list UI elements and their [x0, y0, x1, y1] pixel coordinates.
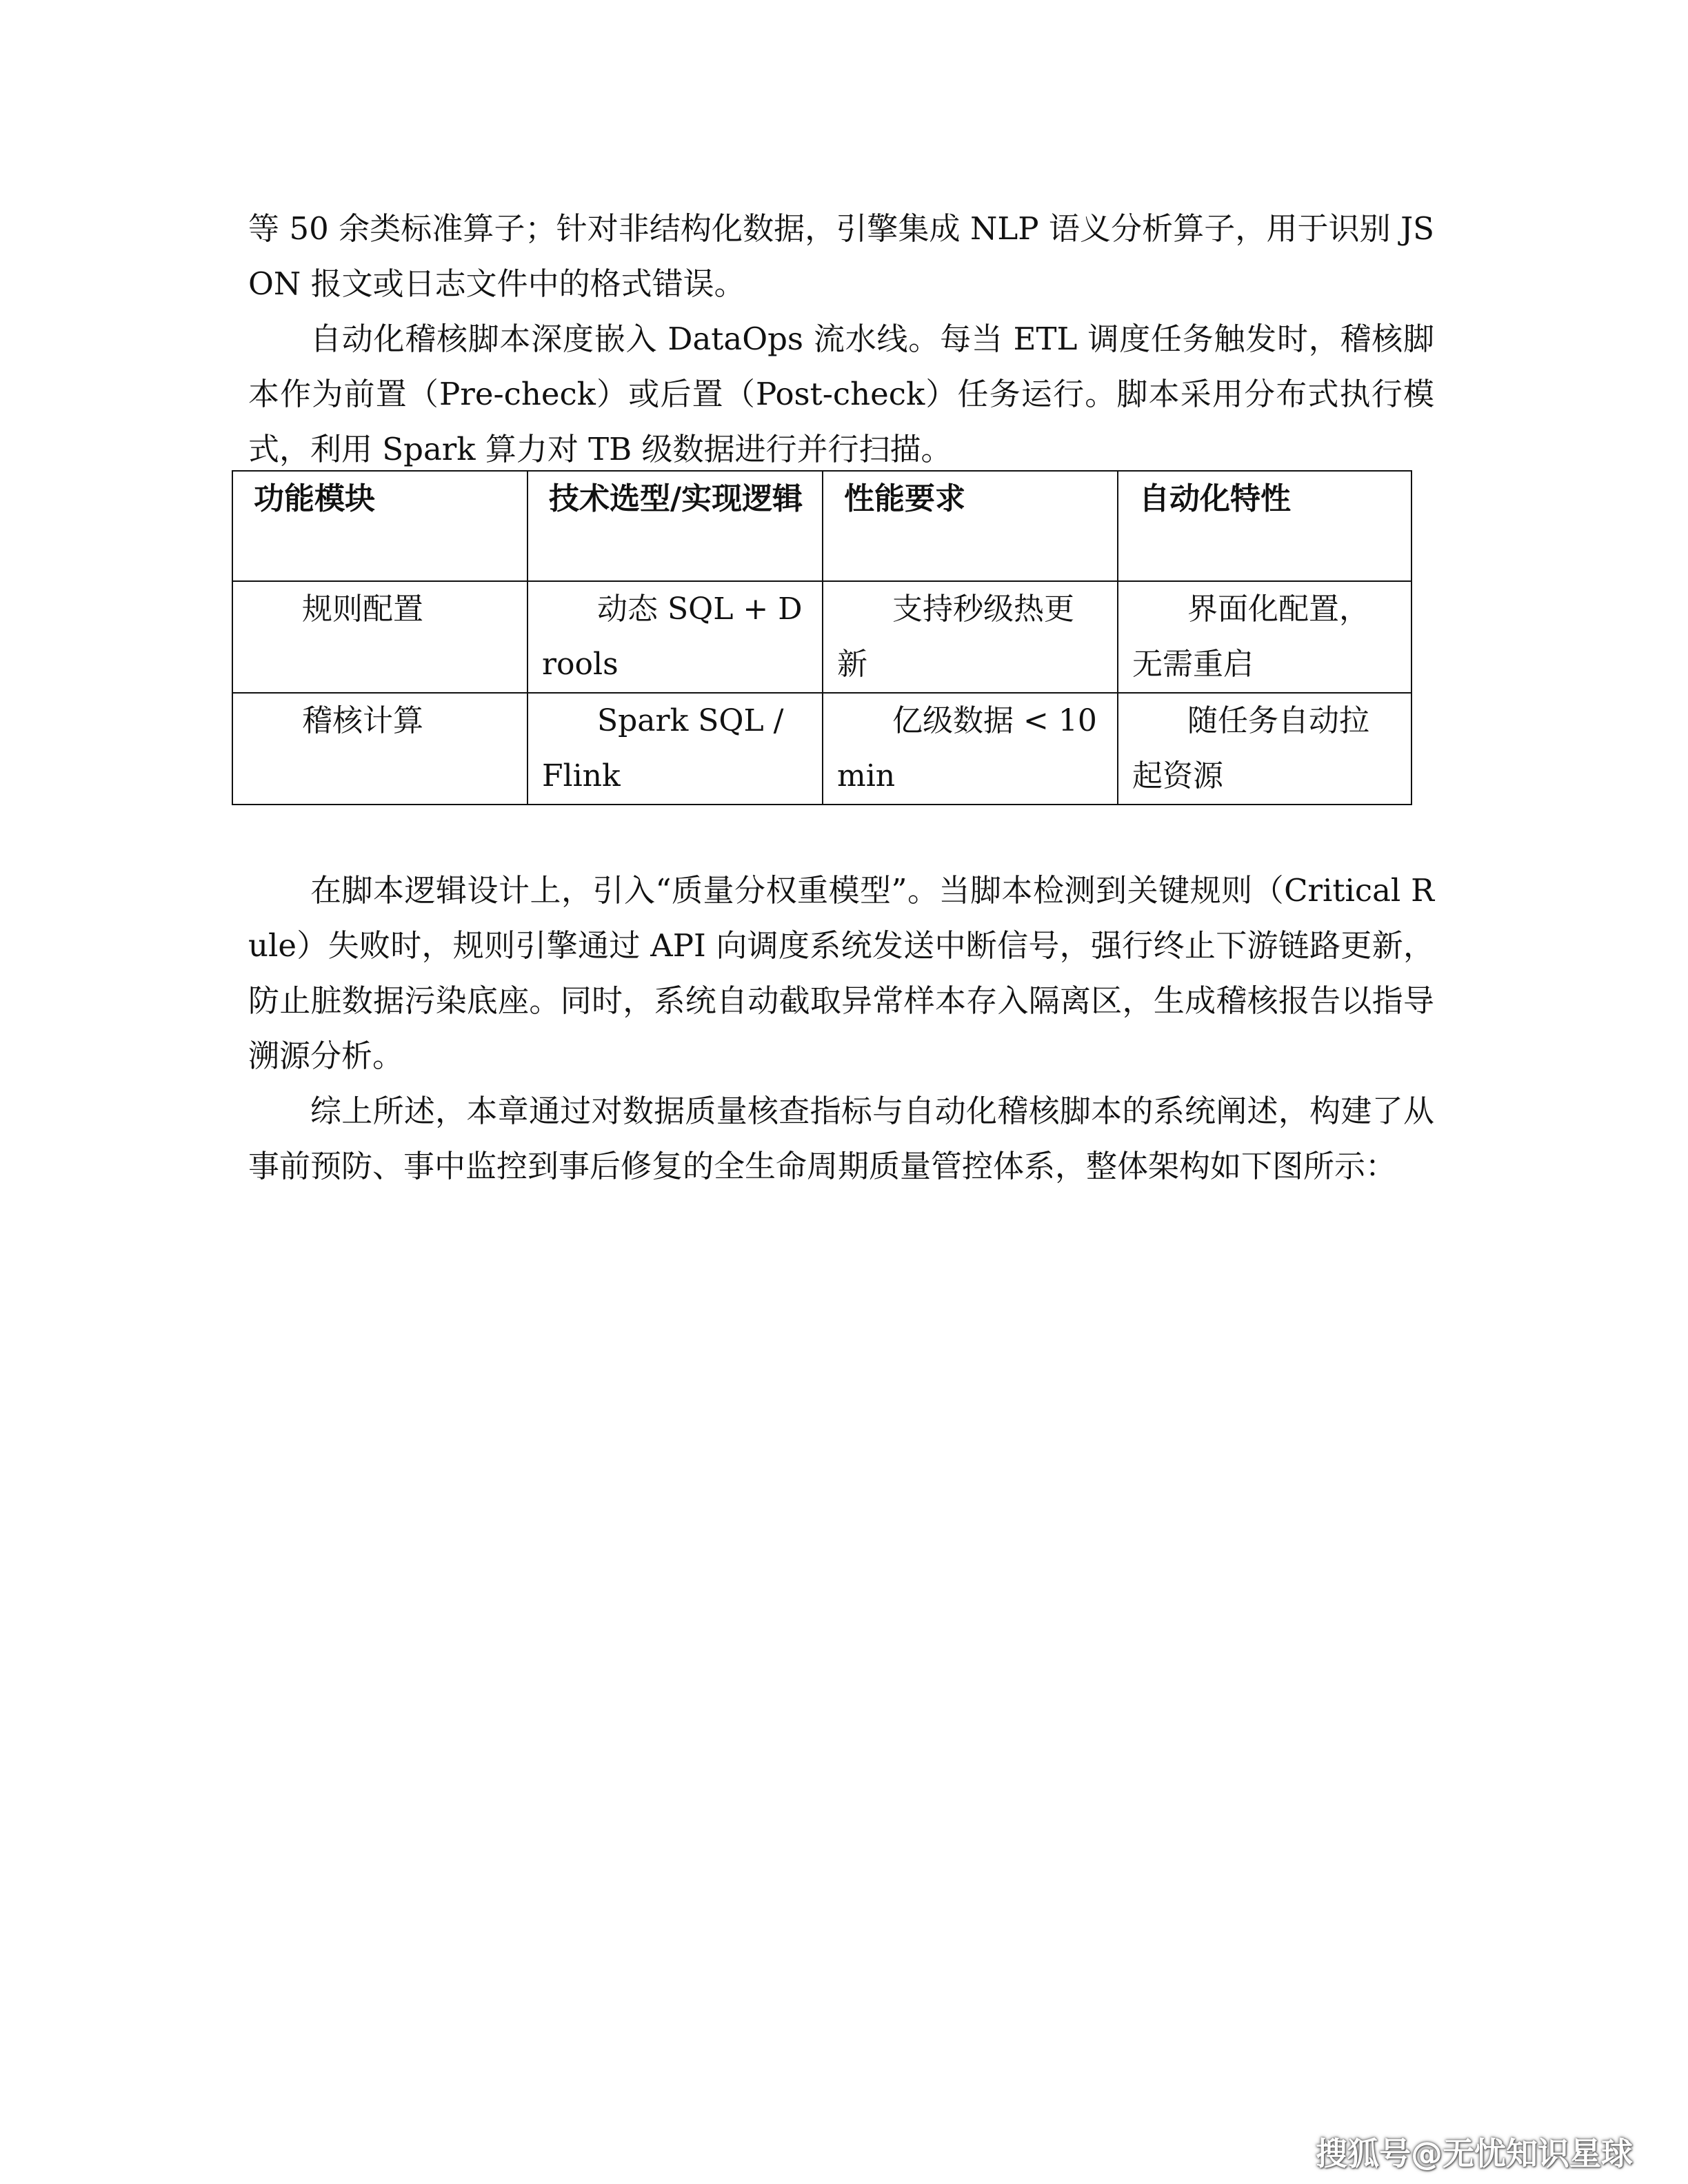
table-row [232, 581, 1411, 693]
table-header-cell [528, 471, 823, 581]
paragraph-quality-weight-model: 在脚本逻辑设计上，引入“质量分权重模型”。当脚本检测到关键规则（Critical Rule）失败时，规则引擎通过 API 向调度系统发送中断信号，强行终止下游链路更新，防止脏数据污染底座。同时，系统自动截取异常样本存入隔离区，生成稽核报告以指导溯源分析。 [248, 872, 1434, 1074]
module-spec-table [232, 470, 1412, 805]
cell-text: 支持秒级热更新 [837, 592, 1074, 682]
table-header-cell: 功能模块 [232, 471, 528, 581]
header-text: 技术选型/实现逻辑 [549, 481, 803, 516]
cell-text: 界面化配置，无需重启 [1132, 592, 1369, 682]
table-cell [1118, 581, 1411, 693]
paragraph-dataops-pipeline: 自动化稽核脚本深度嵌入 DataOps 流水线。每当 ETL 调度任务触发时，稽核脚本作为前置（Pre-check）或后置（Post-check）任务运行。脚本采用分布式执行模式，利用 Spark 算力对 TB 级数据进行并行扫描。 [248, 321, 1434, 467]
table-cell [823, 581, 1118, 693]
cell-text: 亿级数据 < 10min [837, 703, 1097, 793]
table-cell [1118, 693, 1411, 805]
table-header-cell [823, 471, 1118, 581]
cell-text: 动态 SQL + Drools [542, 592, 803, 682]
table-cell [528, 693, 823, 805]
table-cell [528, 581, 823, 693]
table-cell [823, 693, 1118, 805]
table-header-cell [1118, 471, 1411, 581]
watermark: 搜狐号@无忧知识星球 [1316, 2135, 1633, 2172]
table-row [232, 693, 1411, 805]
header-text: 自动化特性 [1139, 481, 1291, 516]
table-cell: 规则配置 [232, 581, 528, 693]
paragraph-summary: 综上所述，本章通过对数据质量核查指标与自动化稽核脚本的系统阐述，构建了从事前预防、事中监控到事后修复的全生命周期质量管控体系，整体架构如下图所示： [248, 1093, 1434, 1184]
cell-text: Spark SQL / Flink [542, 703, 784, 793]
table-cell: 稽核计算 [232, 693, 528, 805]
cell-text: 随任务自动拉起资源 [1132, 703, 1369, 793]
paragraph-operators: 等 50 余类标准算子；针对非结构化数据，引擎集成 NLP 语义分析算子，用于识别 JSON 报文或日志文件中的格式错误。 [248, 210, 1435, 302]
header-text: 性能要求 [844, 481, 965, 516]
table-header-row [232, 471, 1411, 581]
